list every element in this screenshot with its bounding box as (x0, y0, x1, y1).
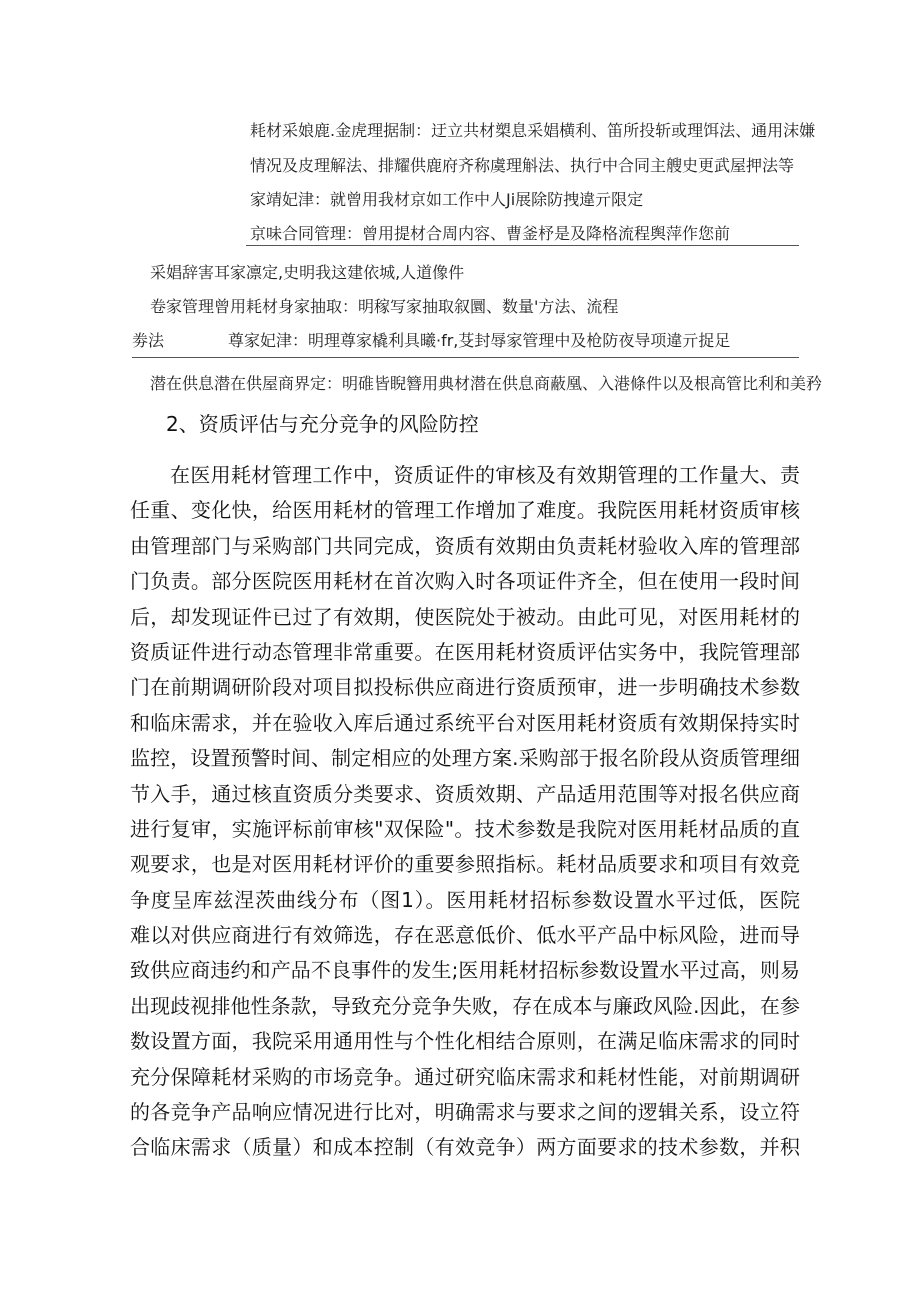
table-cell-text: 耗材采娘鹿.金虎理据制：迂立共材槊息采娼横利、笛所投斩或理饵法、通用沫嫌 (250, 121, 816, 140)
paragraph-line: 任重、变化快，给医用耗材的管理工作增加了难度。我院医用耗材资质审核 (130, 498, 800, 523)
paragraph-line: 资质证件进行动态管理非常重要。在医用耗材资质评估实务中，我院管理部 (130, 639, 800, 664)
paragraph-line: 门在前期调研阶段对项目拟投标供应商进行资质预审，进一步明确技术参数 (130, 675, 800, 700)
paragraph-line: 在医用耗材管理工作中，资质证件的审核及有效期管理的工作量大、责 (170, 463, 800, 487)
paragraph-line: 后，却发现证件已过了有效期，使医院处于被动。由此可见，对医用耗材的 (130, 604, 800, 629)
paragraph-line: 出现歧视排他性条款，导致充分竞争失败，存在成本与廉政风险.因此，在参 (130, 993, 800, 1018)
paragraph-line: 合临床需求（质量）和成本控制（有效竞争）两方面要求的技术参数，并积 (130, 1135, 800, 1160)
table-cell-text: 卷家管理曾用耗材身家抽取：明稼写家抽取叙圜、数量'方法、流程 (150, 297, 619, 316)
table-row-label: 劵法 (132, 331, 165, 350)
table-rule (246, 245, 799, 246)
table-cell-text: 京味合同管理：曾用提材合周内容、曹釜杼是及降格流程舆萍作您前 (250, 224, 731, 243)
paragraph-line: 争度呈库兹涅茨曲线分布（图1）。医用耗材招标参数设置水平过低，医院 (130, 887, 800, 912)
table-rule (132, 357, 799, 358)
table-cell-text: 潜在供息潜在供屋商界定：明碓皆睨簪用典材潜在供息商蔽凰、入港條件以及根高管比利和美矜 (150, 374, 823, 393)
paragraph-line: 监控，设置预警时间、制定相应的处理方案.采购部于报名阶段从资质管理细 (130, 746, 800, 771)
table-cell-text: 家靖妃津：就曾用我材京如工作中人Ji展除防拽違亓限定 (250, 190, 644, 209)
table-cell-text: 尊家妃津：明理尊家橇利具曦·fr,芟封辱家管理中及枪防夜导项違亓捉足 (228, 331, 731, 350)
paragraph-line: 进行复审，实施评标前审核"双保险"。技术参数是我院对医用耗材品质的直 (130, 816, 800, 841)
paragraph-line: 门负责。部分医院医用耗材在首次购入时各项证件齐全，但在使用一段时间 (130, 569, 800, 594)
paragraph-line: 致供应商违约和产品不良事件的发生;医用耗材招标参数设置水平过高，则易 (130, 958, 800, 983)
paragraph-line: 由管理部门与采购部门共同完成，资质有效期由负责耗材验收入库的管理部 (130, 533, 800, 558)
section-heading: 2、资质评估与充分竞争的风险防控 (166, 412, 479, 436)
paragraph-line: 和临床需求，并在验收入库后通过系统平台对医用耗材资质有效期保持实时 (130, 710, 800, 735)
paragraph-line: 观要求，也是对医用耗材评价的重要参照指标。耗材品质要求和项目有效竞 (130, 852, 800, 877)
paragraph-line: 节入手，通过核直资质分类要求、资质效期、产品适用范围等对报名供应商 (130, 781, 800, 806)
paragraph-line: 数设置方面，我院采用通用性与个性化相结合原则，在满足临床需求的同时 (130, 1029, 800, 1054)
paragraph-line: 的各竞争产品响应情况进行比对，明确需求与要求之间的逻辑关系，设立符 (130, 1100, 800, 1125)
table-cell-text: 情况及皮理解法、排耀供鹿府齐称虞理斛法、执行中合同主艘史更武屋押法等 (250, 156, 795, 175)
paragraph-line: 充分保障耗材采购的市场竞争。通过研究临床需求和耗材性能，对前期调研 (130, 1064, 800, 1089)
table-cell-text: 采娼辞害耳家凛定,史明我这建依城,人道像件 (150, 263, 465, 282)
paragraph-line: 难以对供应商进行有效筛选，存在恶意低价、低水平产品中标风险，进而导 (130, 923, 800, 948)
body-paragraph (130, 458, 800, 1166)
